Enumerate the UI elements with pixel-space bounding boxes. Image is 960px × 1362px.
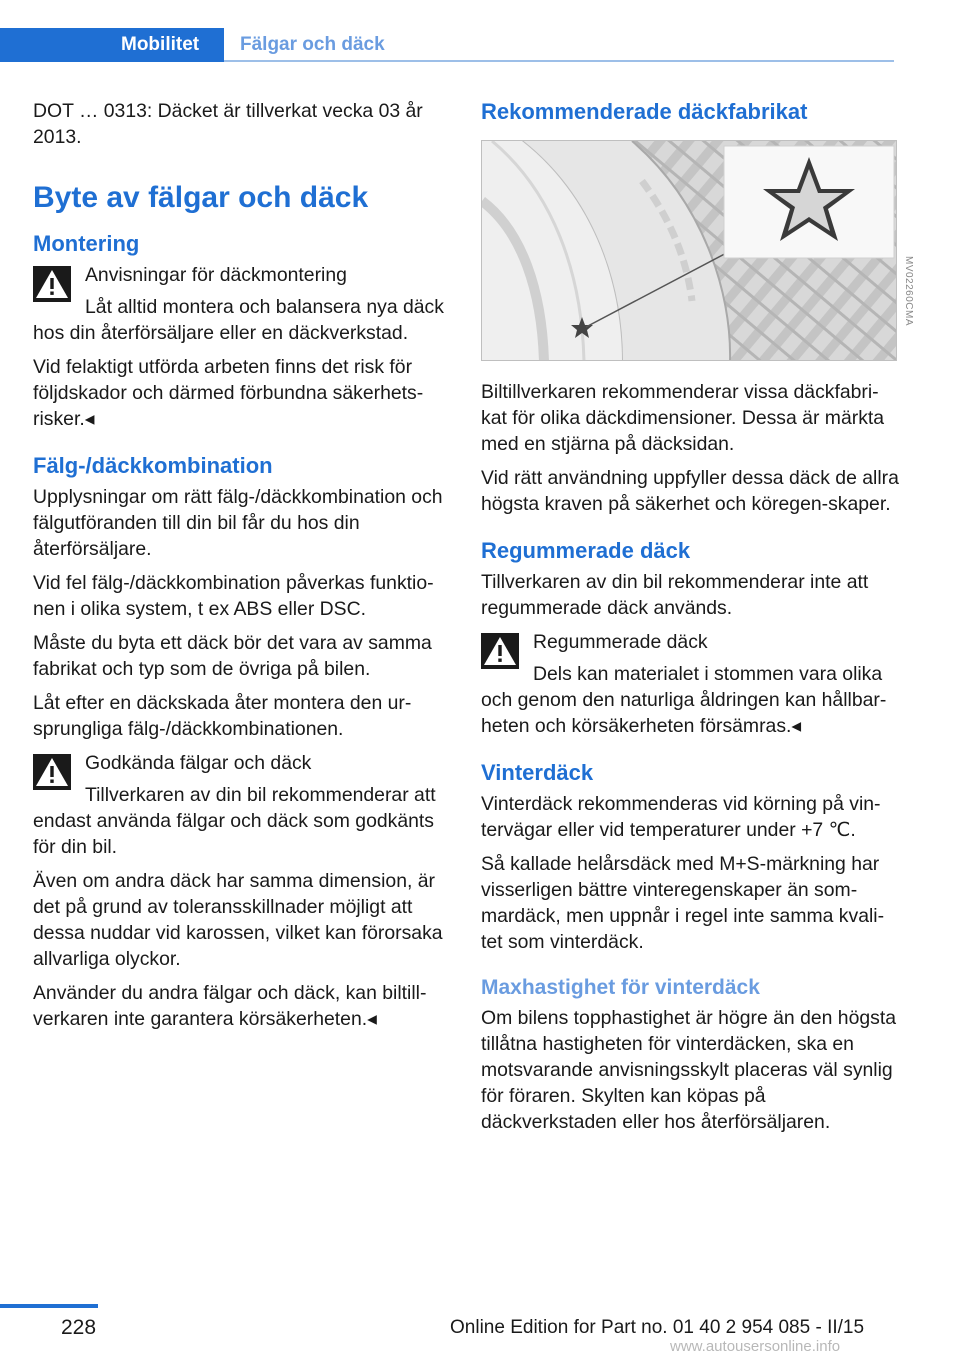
- paragraph-anvander: Använder du andra fälgar och däck, kan biltill-verkaren inte garantera körsäkerheten.◂: [33, 982, 427, 1030]
- tire-sidewall-image: [482, 141, 897, 361]
- section-tab[interactable]: Mobilitet: [0, 28, 224, 62]
- warning-body: Dels kan materialet i stommen vara olika och genom den naturliga åldringen kan hållbar-heten och körsäkerheten försämras.◂: [481, 663, 887, 737]
- warning-body: Låt alltid montera och balansera nya däck hos din återförsäljare eller en däckverkstad.: [33, 296, 444, 344]
- warning-title: Regummerade däck: [533, 631, 708, 653]
- subheading-regummerade: Regummerade däck: [481, 538, 691, 563]
- footer-accent-bar: [0, 1304, 98, 1308]
- paragraph-dot: DOT … 0313: Däcket är tillverkat vecka 03 år 2013.: [33, 100, 423, 148]
- subheading-rekommenderade: Rekommenderade däckfabrikat: [481, 99, 808, 124]
- warning-block-approved: [33, 750, 451, 860]
- subheading-vinterdack: Vinterdäck: [481, 760, 594, 785]
- paragraph-vidratt: Vid rätt användning uppfyller dessa däck de allra högsta kraven på säkerhet och köregen-skaper.: [481, 467, 899, 515]
- paragraph-vinter1: Vinterdäck rekommenderas vid körning på vin-tervägar eller vid temperaturer under +7 ℃.: [481, 793, 881, 841]
- page-number: 228: [61, 1316, 97, 1339]
- paragraph-upplysningar: Upplysningar om rätt fälg-/däckkombination och fälgutföranden till din bil får du hos din återförsäljare.: [33, 486, 443, 560]
- subheading-kombination: Fälg-/däckkombination: [33, 453, 273, 478]
- paragraph-avenom: Även om andra däck har samma dimension, är det på grund av toleransskillnader möjligt att dessa nuddar vid karossen, vilket kan förorsaka allvarliga olyckor.: [33, 870, 443, 970]
- right-column: [481, 98, 899, 1143]
- watermark: www.autousersonline.info: [670, 1338, 841, 1355]
- section-heading-byte: Byte av fälgar och däck: [33, 181, 369, 214]
- figure-code: MV02260CMA: [903, 256, 914, 327]
- warning-title: Godkända fälgar och däck: [85, 752, 312, 774]
- warning-triangle-icon: [33, 266, 71, 302]
- paragraph-vinter2: Så kallade helårsdäck med M+S-märkning har visserligen bättre vinteregenskaper än som-mardäck, men uppnår i regel inte samma kvali-tet som vinterdäck.: [481, 853, 885, 953]
- warning-block-retreaded: [481, 629, 899, 739]
- edition-info: Online Edition for Part no. 01 40 2 954 085 - II/15: [450, 1317, 865, 1338]
- header-divider: [224, 60, 894, 62]
- paragraph-maste: Måste du byta ett däck bör det vara av samma fabrikat och typ som de övriga på bilen.: [33, 632, 432, 680]
- warning-triangle-icon: [33, 754, 71, 790]
- paragraph-latefter: Låt efter en däckskada åter montera den ur-sprungliga fälg-/däckkombinationen.: [33, 692, 412, 740]
- paragraph-tillverkaren: Tillverkaren av din bil rekommenderar inte att regummerade däck används.: [481, 571, 869, 619]
- paragraph-vidfel: Vid fel fälg-/däckkombination påverkas funktio-nen i olika system, t ex ABS eller DSC.: [33, 572, 434, 620]
- paragraph-biltillverkaren: Biltillverkaren rekommenderar vissa däckfabri-kat för olika däckdimensioner. Dessa är märkta med en stjärna på däcksidan.: [481, 381, 885, 455]
- warning-block-mounting: [33, 262, 451, 346]
- warning-body: Tillverkaren av din bil rekommenderar att endast använda fälgar och däck som godkänts för din bil.: [33, 784, 436, 858]
- left-column: [33, 98, 451, 1040]
- subheading-montering: Montering: [33, 231, 140, 256]
- subheading-maxhastighet: Maxhastighet för vinterdäck: [481, 976, 760, 999]
- warning-triangle-icon: [481, 633, 519, 669]
- breadcrumb[interactable]: Fälgar och däck: [240, 34, 385, 55]
- tire-star-illustration: [481, 140, 897, 361]
- warning-title: Anvisningar för däckmontering: [85, 264, 347, 286]
- paragraph-felaktigt: Vid felaktigt utförda arbeten finns det risk för följdskador och därmed förbundna säkerhets-risker.◂: [33, 356, 424, 430]
- paragraph-maxhastighet: Om bilens topphastighet är högre än den högsta tillåtna hastigheten för vinterdäcken, ska en motsvarande anvisningsskylt placeras väl synlig för föraren. Skylten kan köpas på däckverkstaden eller hos återförsäljaren.: [481, 1007, 897, 1133]
